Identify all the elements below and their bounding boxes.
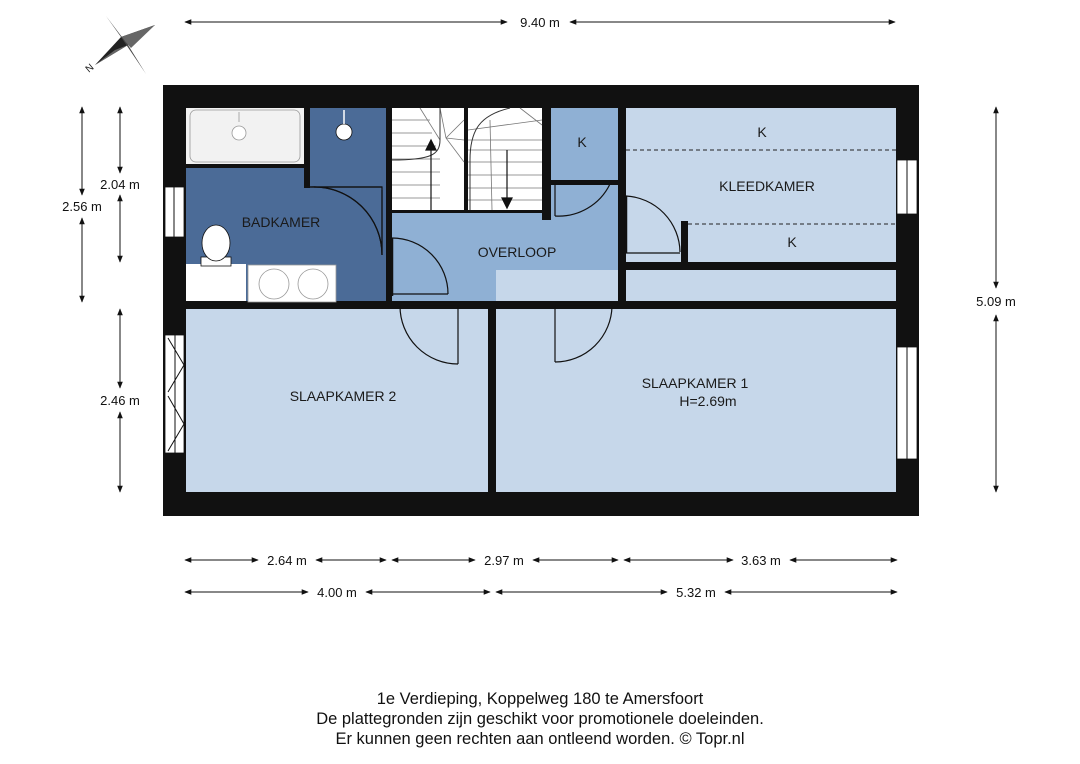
compass-north-label: N	[83, 62, 97, 76]
dim-left-upper-inner: 2.04 m	[100, 177, 140, 192]
caption-disclaimer-2: Er kunnen geen rechten aan ontleend worden. © Topr.nl	[335, 730, 745, 748]
room-label-kast-small: K	[577, 134, 587, 150]
dim-left-upper-outer: 2.56 m	[62, 199, 102, 214]
caption-title: 1e Verdieping, Koppelweg 180 te Amersfoort	[376, 690, 704, 708]
toilet-icon	[201, 225, 231, 266]
dim-bottom-row2-1: 4.00 m	[317, 585, 357, 600]
room-label-overloop: OVERLOOP	[477, 244, 557, 260]
compass-rose-icon	[84, 16, 155, 75]
double-sink-icon	[248, 265, 336, 302]
dim-total-width: 9.40 m	[520, 15, 560, 30]
dim-bottom-row1-2: 2.97 m	[484, 553, 524, 568]
dim-bottom-row2-2: 5.32 m	[676, 585, 716, 600]
room-label-slaapkamer2: SLAAPKAMER 2	[289, 388, 397, 404]
dim-bottom-row1-3: 3.63 m	[741, 553, 781, 568]
room-toilet-strip	[186, 264, 246, 302]
room-label-kast-top: K	[757, 124, 767, 140]
room-label-slaapkamer1: SLAAPKAMER 1	[641, 375, 749, 391]
caption	[0, 689, 1080, 749]
dim-total-depth: 5.09 m	[976, 294, 1016, 309]
room-label-kleedkamer: KLEEDKAMER	[719, 178, 815, 194]
dim-left-lower: 2.46 m	[100, 393, 140, 408]
room-label-slaapkamer1-height: H=2.69m	[679, 393, 737, 409]
room-label-kast-bottom: K	[787, 234, 797, 250]
dim-bottom-row1-1: 2.64 m	[267, 553, 307, 568]
caption-disclaimer-1: De plattegronden zijn geschikt voor promotionele doeleinden.	[316, 710, 764, 728]
room-label-badkamer: BADKAMER	[241, 214, 321, 230]
